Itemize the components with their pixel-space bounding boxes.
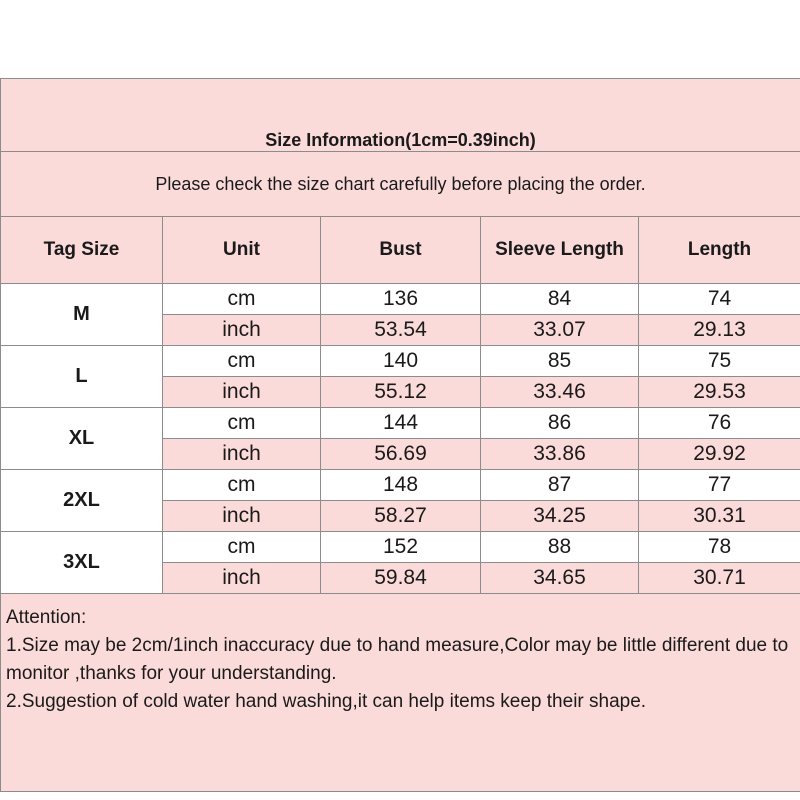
unit-cell: cm <box>163 346 321 377</box>
table-row <box>1 408 800 439</box>
attention-line-2: 2.Suggestion of cold water hand washing,it can help items keep their shape. <box>6 691 647 712</box>
table-row <box>1 284 800 315</box>
sleeve-cell: 88 <box>481 532 639 563</box>
attention-notes <box>1 594 800 792</box>
unit-cell: inch <box>163 377 321 408</box>
table-row <box>1 470 800 501</box>
bust-cell: 148 <box>321 470 481 501</box>
sleeve-cell: 87 <box>481 470 639 501</box>
unit-cell: cm <box>163 284 321 315</box>
header-row <box>1 217 800 284</box>
length-cell: 74 <box>639 284 800 315</box>
attention-line-1: 1.Size may be 2cm/1inch inaccuracy due to hand measure,Color may be little different due to monitor ,thanks for your understanding. <box>6 635 789 684</box>
header-sleeve-length: Sleeve Length <box>481 217 639 284</box>
length-cell: 29.53 <box>639 377 800 408</box>
chart-note: Please check the size chart carefully before placing the order. <box>1 152 800 217</box>
bust-cell: 144 <box>321 408 481 439</box>
bust-cell: 58.27 <box>321 501 481 532</box>
bust-cell: 53.54 <box>321 315 481 346</box>
size-label: XL <box>1 408 163 470</box>
header-bust: Bust <box>321 217 481 284</box>
sleeve-cell: 33.46 <box>481 377 639 408</box>
unit-cell: cm <box>163 470 321 501</box>
sleeve-cell: 84 <box>481 284 639 315</box>
length-cell: 30.71 <box>639 563 800 594</box>
unit-cell: cm <box>163 408 321 439</box>
attention-heading: Attention: <box>6 607 87 628</box>
size-chart <box>0 78 800 784</box>
length-cell: 29.13 <box>639 315 800 346</box>
unit-cell: inch <box>163 315 321 346</box>
unit-cell: cm <box>163 532 321 563</box>
length-cell: 29.92 <box>639 439 800 470</box>
length-cell: 77 <box>639 470 800 501</box>
sleeve-cell: 34.65 <box>481 563 639 594</box>
sleeve-cell: 33.07 <box>481 315 639 346</box>
sleeve-cell: 34.25 <box>481 501 639 532</box>
size-table <box>0 78 800 792</box>
chart-title: Size Information(1cm=0.39inch) <box>1 79 800 152</box>
header-length: Length <box>639 217 800 284</box>
bust-cell: 56.69 <box>321 439 481 470</box>
header-unit: Unit <box>163 217 321 284</box>
bust-cell: 140 <box>321 346 481 377</box>
unit-cell: inch <box>163 501 321 532</box>
size-label: M <box>1 284 163 346</box>
header-tag-size: Tag Size <box>1 217 163 284</box>
bust-cell: 152 <box>321 532 481 563</box>
bust-cell: 136 <box>321 284 481 315</box>
size-label: 2XL <box>1 470 163 532</box>
unit-cell: inch <box>163 439 321 470</box>
table-row <box>1 346 800 377</box>
sleeve-cell: 33.86 <box>481 439 639 470</box>
bust-cell: 55.12 <box>321 377 481 408</box>
length-cell: 76 <box>639 408 800 439</box>
table-row <box>1 532 800 563</box>
sleeve-cell: 86 <box>481 408 639 439</box>
size-label: L <box>1 346 163 408</box>
length-cell: 78 <box>639 532 800 563</box>
length-cell: 75 <box>639 346 800 377</box>
bust-cell: 59.84 <box>321 563 481 594</box>
unit-cell: inch <box>163 563 321 594</box>
sleeve-cell: 85 <box>481 346 639 377</box>
length-cell: 30.31 <box>639 501 800 532</box>
size-label: 3XL <box>1 532 163 594</box>
